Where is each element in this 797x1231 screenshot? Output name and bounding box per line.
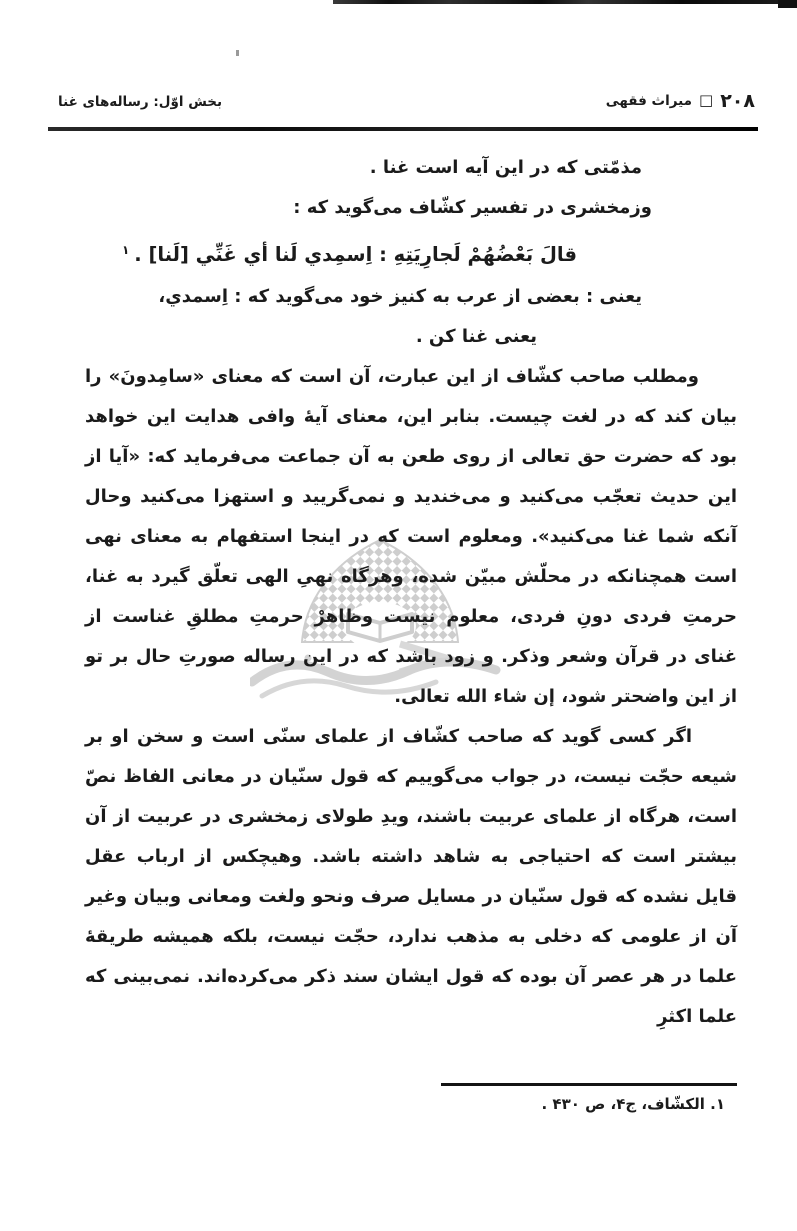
footnote-divider-rule	[441, 1083, 737, 1086]
footnote-reference-marker: ۱	[121, 243, 130, 257]
page-number: ۲۰۸	[720, 90, 755, 112]
book-title: میراث فقهی	[605, 93, 693, 109]
header-section-title: بخش اوّل: رساله‌های غنا	[58, 94, 223, 110]
arabic-quote-text: قالَ بَعْضُهُمْ لَجارِيَتِهِ : اِسمِدي لَنا أي غَنِّي [لَنا] .	[134, 243, 577, 266]
footnote-text: ۱. الکشّاف، ج۴، ص ۴۳۰ .	[541, 1095, 725, 1113]
paragraph-1: ومطلب صاحب کشّاف از این عبارت، آن است که معنای «سامِدونَ» را بیان کند که در لغت چیست. بنابر این، معنای آیهٔ وافی هدایت این خواهد بود که حضرت حق تعالی از روی طعن به آن جماعت می‌فرماید که: «آیا از این حدیث تعجّب می‌کنید و می‌خندید و نمی‌گریید و استهزا می‌کنید وحال آنکه شما غنا می‌کنید». ومعلوم است که در اینجا استفهام به معنای نهی است همچنانکه در محلّش مبیّن شده، وهرگاه نهیِ الهی تعلّق گیرد به غنا، حرمتِ فردی دونِ فردی، معلوم نیست وظاهرْ حرمتِ مطلقِ غناست از غنای در قرآن وشعر وذکر. و زود باشد که در این رساله صورتِ حال بر تو از این واضحتر شود، إن شاء الله تعالی.	[85, 366, 737, 707]
translation-line-2: یعنی غنا کن .	[415, 326, 537, 347]
quote-tail-line: مذمّتی که در این آیه است غنا .	[369, 157, 642, 178]
arabic-quotation-line	[85, 228, 737, 277]
header-divider-rule	[48, 127, 758, 131]
intro-line: وزمخشری در تفسیر کشّاف می‌گوید که :	[293, 197, 652, 218]
translation-line-1: یعنی : بعضی از عرب به کنیز خود می‌گوید که : اِسمدي،	[158, 286, 642, 307]
header-running-title	[606, 90, 755, 112]
scan-artifact-line	[333, 0, 797, 4]
separator-box-glyph: □	[699, 91, 714, 109]
scan-artifact-blob	[778, 0, 797, 8]
paragraph-2: اگر کسی گوید که صاحب کشّاف از علمای سنّی است و سخن او بر شیعه حجّت نیست، در جواب می‌گوییم که قول سنّیان در معانی الفاظ نصّ است، هرگاه از علمای عربیت باشند، ویدِ طولای زمخشری در عربیت از آن بیشتر است که احتیاجی به شاهد داشته باشد. وهیچکس از ارباب عقل قایل نشده که قول سنّیان در مسایل صرف ونحو ولغت ومعانی وبیان وغیر آن از علومی که دخلی به مذهب ندارد، حجّت نیست، بلکه همیشه طریقهٔ علما در هر عصر آن بوده که قول ایشان سند ذکر می‌کرده‌اند. نمی‌بینی که علما اکثرِ	[85, 726, 737, 1027]
scan-speck	[236, 50, 239, 56]
page-body-text	[85, 148, 737, 1037]
